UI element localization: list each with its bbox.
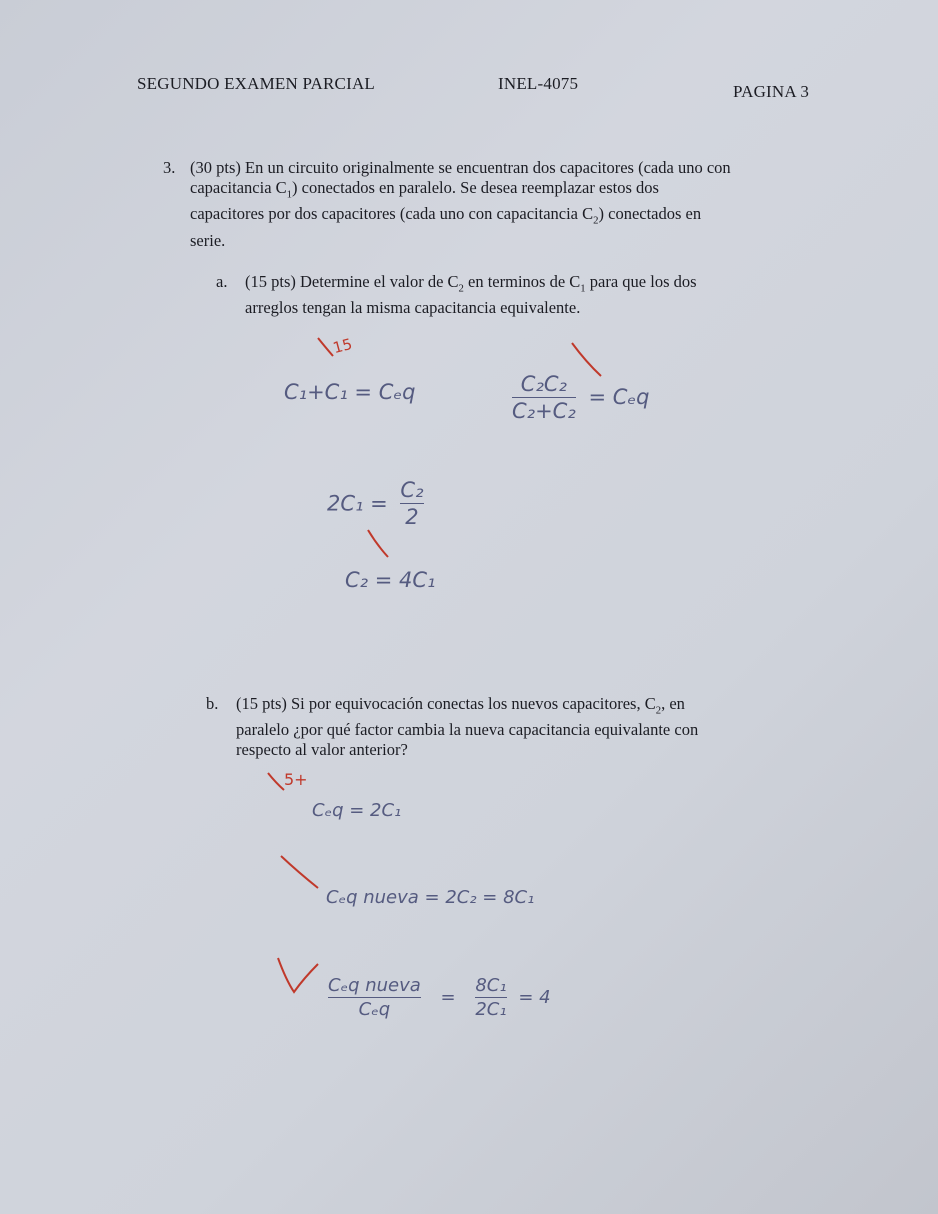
score-mark-b: 5+ xyxy=(284,770,308,789)
course-code: INEL-4075 xyxy=(498,74,579,93)
part-b-line-2: paralelo ¿por qué factor cambia la nueva capacitancia equivalante con xyxy=(236,720,699,740)
part-b-line-3: respecto al valor anterior? xyxy=(236,740,408,760)
question-line-4: serie. xyxy=(190,230,226,250)
numerator: 8C₁ xyxy=(475,975,507,996)
text: , en xyxy=(661,694,685,713)
denominator: 2C₁ xyxy=(475,999,507,1020)
text: capacitancia C xyxy=(190,178,287,197)
rhs: = 4 xyxy=(518,986,551,1008)
handwritten-eq-a1: C₁+C₁ = Cₑq xyxy=(284,380,416,404)
denominator: 2 xyxy=(405,505,419,529)
text: ) conectados en xyxy=(598,204,702,224)
subscript: 2 xyxy=(593,214,599,227)
question-number: 3. xyxy=(163,158,176,177)
lhs: 2C₁ = xyxy=(327,491,388,516)
numerator: C₂C₂ xyxy=(520,372,567,396)
part-a-line-2: arreglos tengan la misma capacitancia equivalente. xyxy=(245,298,581,318)
question-points: (30 pts) xyxy=(190,158,241,177)
text: (15 pts) Determine el valor de C xyxy=(245,272,459,291)
handwritten-eq-a4: C₂ = 4C₁ xyxy=(345,568,436,592)
subscript: 1 xyxy=(580,282,586,295)
numerator: Cₑq nueva xyxy=(328,975,421,996)
numerator: C₂ xyxy=(400,478,424,502)
denominator: C₂+C₂ xyxy=(512,399,576,423)
check-mark-icon xyxy=(281,856,318,888)
subscript: 2 xyxy=(655,704,662,717)
text: para que los dos xyxy=(585,272,697,291)
exam-title: SEGUNDO EXAMEN PARCIAL xyxy=(137,74,376,93)
part-a-label: a. xyxy=(216,272,228,291)
check-mark-icon xyxy=(318,338,333,356)
subscript: 2 xyxy=(458,282,464,295)
equals: = xyxy=(440,986,456,1008)
text: (15 pts) Si por equivocación conectas los nuevos capacitores, C xyxy=(236,694,656,713)
check-mark-icon xyxy=(268,773,284,790)
score-mark-a: 15 xyxy=(330,334,355,358)
question-line-1: En un circuito originalmente se encuentran dos capacitores (cada uno con xyxy=(245,158,731,177)
text: en terminos de C xyxy=(463,272,581,291)
text: ) conectados en paralelo. Se desea reemplazar estos dos xyxy=(292,178,659,197)
denominator: Cₑq xyxy=(358,999,391,1020)
check-mark-icon xyxy=(368,530,388,557)
subscript: 1 xyxy=(286,188,293,201)
text: capacitores por dos capacitores (cada uno con capacitancia C xyxy=(190,204,594,224)
part-b-label: b. xyxy=(206,694,219,713)
check-mark-icon xyxy=(278,958,318,992)
page-number: PAGINA 3 xyxy=(733,82,810,101)
handwritten-eq-b1: Cₑq = 2C₁ xyxy=(312,800,402,821)
handwritten-eq-b2: Cₑq nueva = 2C₂ = 8C₁ xyxy=(326,887,535,908)
rhs: = Cₑq xyxy=(588,384,650,409)
check-mark-icon xyxy=(572,343,601,376)
